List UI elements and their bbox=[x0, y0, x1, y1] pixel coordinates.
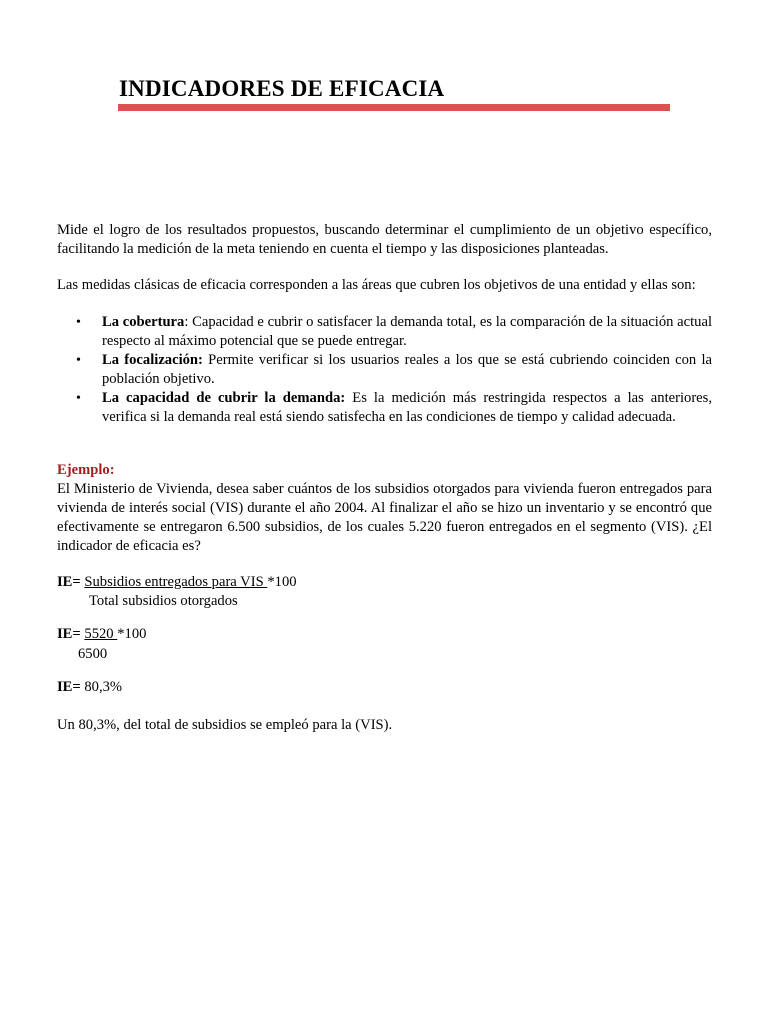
formula-1-denominator: Total subsidios otorgados bbox=[89, 593, 238, 609]
bullet-term: La cobertura bbox=[102, 314, 185, 330]
measures-list bbox=[57, 313, 712, 427]
bullet-icon: • bbox=[76, 315, 81, 330]
formula-numerator: Subsidios entregados para VIS bbox=[84, 574, 268, 590]
measures-paragraph: Las medidas clásicas de eficacia corresponden a las áreas que cubren los objetivos de una entidad y ellas son: bbox=[57, 277, 696, 293]
bullet-term: La focalización: bbox=[102, 352, 203, 368]
title-underline-rule bbox=[118, 104, 670, 111]
formula-2-numerator-line bbox=[57, 625, 146, 644]
bullet-text: Permite verificar si los usuarios reales a los que se está cubriendo coinciden con la población objetivo. bbox=[102, 352, 712, 387]
list-item bbox=[57, 313, 712, 351]
intro-paragraph: Mide el logro de los resultados propuestos, buscando determinar el cumplimiento de un objetivo específico, facilitando la medición de la meta teniendo en cuenta el tiempo y las disposiciones planteadas. bbox=[57, 222, 712, 257]
bullet-text: Capacidad e cubrir o satisfacer la demanda total, es la comparación de la situación actual respecto al máximo potencial que se puede entregar. bbox=[102, 314, 712, 349]
example-paragraph: El Ministerio de Vivienda, desea saber cuántos de los subsidios otorgados para vivienda fueron entregados para vivienda de interés social (VIS) durante el año 2004. Al finalizar el año se hizo un inventario y se encontró que efectivamente se entregaron 6.500 subsidios, de los cuales 5.220 fueron entregados en el segmento (VIS). ¿El indicador de eficacia es? bbox=[57, 481, 712, 554]
list-item bbox=[57, 351, 712, 389]
conclusion-paragraph: Un 80,3%, del total de subsidios se empleó para la (VIS). bbox=[57, 717, 393, 733]
formula-2-denominator: 6500 bbox=[78, 646, 108, 662]
bullet-icon: • bbox=[76, 353, 81, 368]
bullet-text: Es la medición más restringida respectos a las anteriores, verifica si la demanda real está siendo satisfecha en las condiciones de tiempo y calidad adecuada. bbox=[102, 390, 712, 425]
bullet-term-separator: : bbox=[184, 314, 189, 330]
result-line bbox=[57, 678, 122, 697]
result-label: IE= bbox=[57, 679, 81, 695]
result-value: 80,3% bbox=[80, 679, 123, 695]
formula-label: IE= bbox=[57, 574, 81, 590]
formula-1-numerator-line bbox=[57, 573, 297, 592]
formula-multiplier: *100 bbox=[267, 574, 297, 590]
bullet-term: La capacidad de cubrir la demanda: bbox=[102, 390, 346, 406]
list-item bbox=[57, 389, 712, 427]
page-title: INDICADORES DE EFICACIA bbox=[119, 76, 445, 101]
example-heading: Ejemplo: bbox=[57, 462, 115, 478]
formula-multiplier: *100 bbox=[117, 626, 147, 642]
bullet-icon: • bbox=[76, 391, 81, 406]
formula-label: IE= bbox=[57, 626, 81, 642]
formula-numerator: 5520 bbox=[84, 626, 118, 642]
